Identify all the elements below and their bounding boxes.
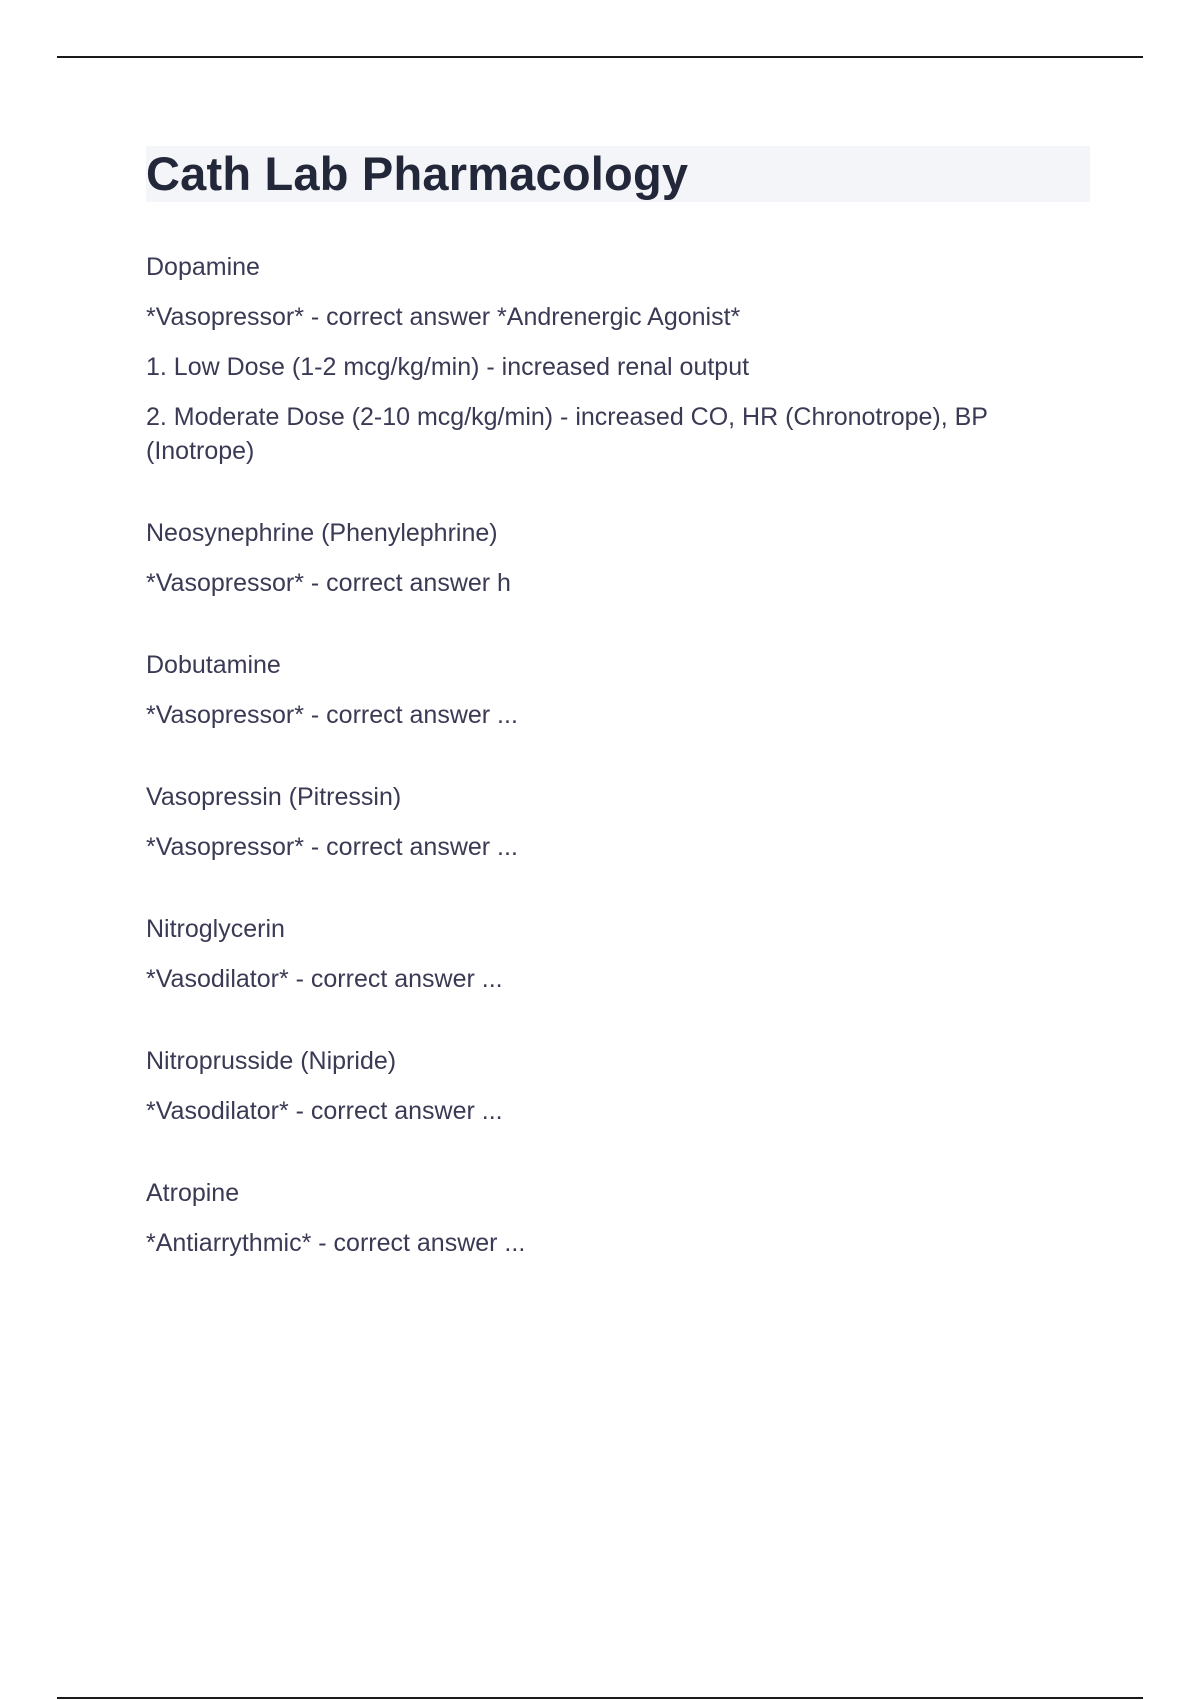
flashcard-entry — [146, 1176, 1090, 1260]
entry-answer: *Vasopressor* - correct answer ... — [146, 833, 518, 861]
entry-term: Nitroprusside (Nipride) — [146, 1047, 397, 1075]
entry-term: Neosynephrine (Phenylephrine) — [146, 519, 498, 547]
flashcard-entry — [146, 780, 1090, 864]
entry-answer: *Vasopressor* - correct answer ... — [146, 701, 518, 729]
document-title: Cath Lab Pharmacology — [146, 147, 689, 200]
entry-answer: *Vasodilator* - correct answer ... — [146, 965, 503, 993]
entry-term: Nitroglycerin — [146, 915, 285, 943]
entry-term: Atropine — [146, 1179, 240, 1207]
entry-detail: 2. Moderate Dose (2-10 mcg/kg/min) - increased CO, HR (Chronotrope), BP (Inotrope) — [146, 403, 988, 465]
entry-term: Dopamine — [146, 253, 260, 281]
title-bar — [146, 146, 1090, 202]
flashcard-entry — [146, 516, 1090, 600]
entry-answer: *Vasopressor* - correct answer h — [146, 569, 511, 597]
entry-answer: *Vasodilator* - correct answer ... — [146, 1097, 503, 1125]
flashcard-entry — [146, 648, 1090, 732]
document-body — [146, 146, 1090, 1308]
top-rule — [57, 56, 1143, 58]
flashcard-entry — [146, 912, 1090, 996]
entry-term: Vasopressin (Pitressin) — [146, 783, 402, 811]
entry-answer: *Antiarrythmic* - correct answer ... — [146, 1229, 526, 1257]
flashcard-list — [146, 250, 1090, 1260]
entry-answer: *Vasopressor* - correct answer *Andrenergic Agonist* — [146, 303, 741, 331]
bottom-rule — [57, 1697, 1143, 1699]
entry-term: Dobutamine — [146, 651, 281, 679]
flashcard-entry — [146, 250, 1090, 468]
entry-detail: 1. Low Dose (1-2 mcg/kg/min) - increased renal output — [146, 353, 750, 381]
flashcard-entry — [146, 1044, 1090, 1128]
